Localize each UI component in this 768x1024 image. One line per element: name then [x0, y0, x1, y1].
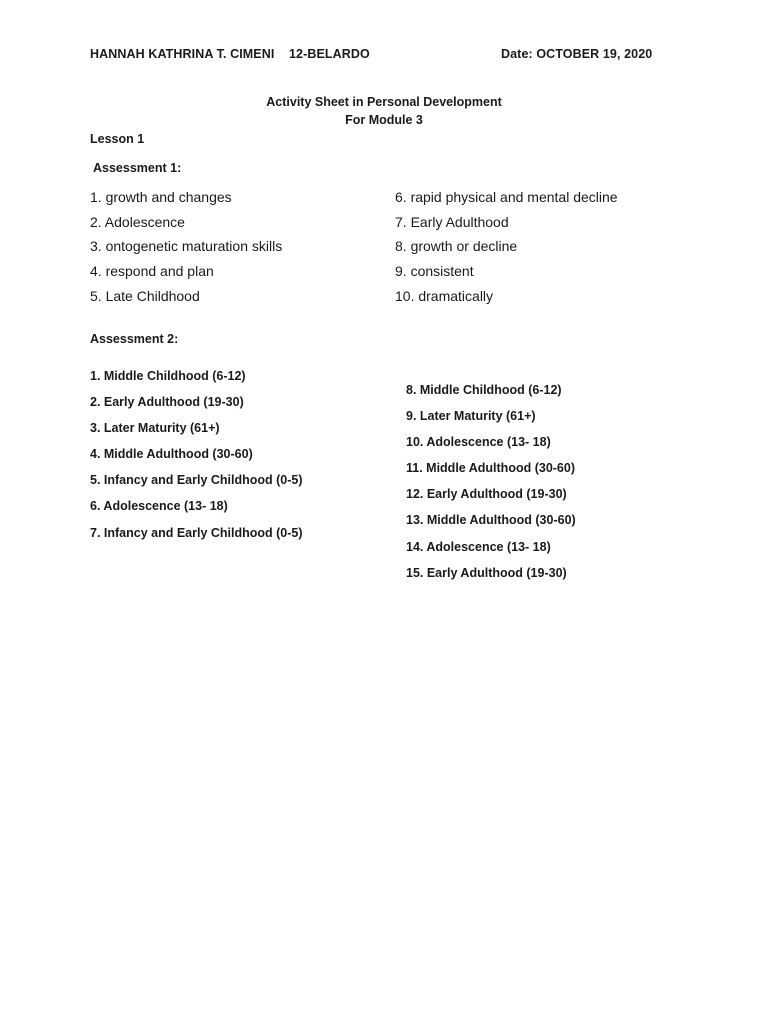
assessment2-answer: 9. Later Maturity (61+) [406, 409, 536, 424]
assessment1-answer: 5. Late Childhood [90, 287, 200, 304]
assessment2-answer: 15. Early Adulthood (19-30) [406, 565, 567, 580]
assessment1-answer: 3. ontogenetic maturation skills [90, 238, 283, 255]
assessment2-answer: 10. Adolescence (13- 18) [406, 435, 551, 450]
assessment1-answer: 7. Early Adulthood [395, 213, 509, 230]
assessment2-answer: 2. Early Adulthood (19-30) [90, 395, 244, 410]
student-section: 12-BELARDO [289, 47, 370, 61]
assessment2-answer: 3. Later Maturity (61+) [90, 421, 220, 436]
assessment2-answer: 11. Middle Adulthood (30-60) [406, 461, 575, 476]
assessment1-answer: 6. rapid physical and mental decline [395, 189, 618, 205]
assessment2-answer: 7. Infancy and Early Childhood (0-5) [90, 525, 303, 540]
assessment1-right-list [395, 188, 618, 311]
document-subtitle: For Module 3 [345, 113, 423, 127]
assessment2-answer: 1. Middle Childhood (6-12) [90, 369, 246, 383]
assessment1-answer: 8. growth or decline [395, 238, 518, 255]
student-name: HANNAH KATHRINA T. CIMENI [90, 47, 275, 61]
assessment2-answer: 12. Early Adulthood (19-30) [406, 487, 567, 502]
assessment2-label: Assessment 2: [90, 332, 179, 346]
assessment2-answer: 6. Adolescence (13- 18) [90, 499, 228, 514]
assessment2-answer: 14. Adolescence (13- 18) [406, 539, 551, 554]
assessment2-left-list [90, 368, 303, 551]
assessment1-answer: 9. consistent [395, 263, 474, 280]
document-date: Date: OCTOBER 19, 2020 [501, 47, 653, 61]
assessment2-answer: 8. Middle Childhood (6-12) [406, 383, 562, 397]
document-title: Activity Sheet in Personal Development [266, 95, 502, 109]
assessment1-label: Assessment 1: [93, 161, 182, 175]
assessment2-answer: 13. Middle Adulthood (30-60) [406, 513, 576, 528]
assessment2-answer: 5. Infancy and Early Childhood (0-5) [90, 473, 303, 488]
assessment1-answer: 4. respond and plan [90, 263, 214, 280]
assessment1-answer: 1. growth and changes [90, 189, 232, 205]
assessment1-left-list [90, 188, 282, 311]
lesson-label: Lesson 1 [90, 132, 145, 146]
assessment2-right-list [406, 382, 576, 591]
assessment1-answer: 2. Adolescence [90, 213, 185, 230]
assessment1-answer: 10. dramatically [395, 287, 494, 304]
assessment2-answer: 4. Middle Adulthood (30-60) [90, 447, 253, 462]
